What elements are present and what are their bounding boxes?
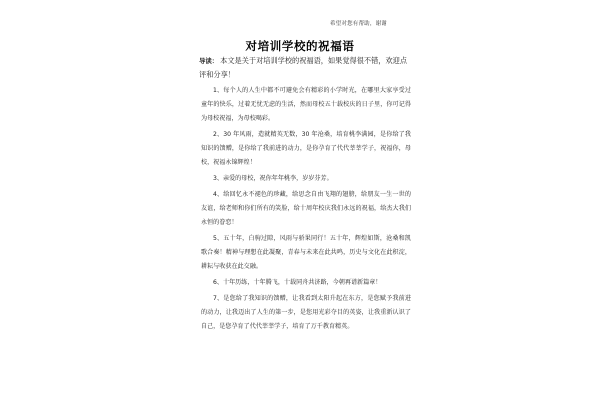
body-paragraph-7: 7、是您给了我知识的馈赠，让我看到太阳升起在东方，是您赋予我前进的动力，让我迈出了人生的第一步，是您用光彩夺目的英姿，让我重新认识了自己，是您孕育了代代莘莘学子，培育了万千教育精英。 — [201, 295, 411, 330]
intro-paragraph — [199, 54, 411, 82]
body-paragraph-4: 4、给回忆永不褪色的珍藏，给思念自由飞翔的翅膀，给朋友一生一世的友谊，给老师和你们所有的笑脸，给十周年校庆我们永远的祝福，给杰大我们永恒的眷恋！ — [201, 191, 411, 226]
intro-text: 本文是关于对培训学校的祝福语，如果觉得很不错，欢迎点评和分享！ — [199, 56, 408, 79]
page-title: 对培训学校的祝福语 — [245, 39, 355, 53]
header-note: 希望对您有帮助，谢谢 — [329, 21, 387, 27]
body-paragraph-3: 3、亲爱的母校，祝你年年桃李，岁岁芬芳。 — [213, 175, 333, 182]
body-paragraph-2: 2、30 年风雨，造就精英无数，30 年沧桑，培育桃李满园，是你给了我知识的馈赠，是你给了我前进的动力，是你孕育了代代莘莘学子，祝福你，母校，祝福永锦辉煌！ — [201, 131, 411, 166]
body-paragraph-5: 5、五十年，白驹过隙，风雨与骄果同行！五十年，辉煌如斯，沧桑和凯歌合奏！精神与理想在此凝聚，青春与未来在此共鸣，历史与文化在此积淀，耕耘与收获在此交融。 — [201, 235, 411, 270]
body-paragraph-1: 1、每个人的人生中都不可避免会有精彩的小学时光，在哪里大家享受过童年的快乐，过着无忧无虑的生活，然而母校五十载校庆的日子里，你可记得为母校祝福，为母校喝彩。 — [201, 87, 411, 122]
intro-label: 导读： — [199, 57, 219, 65]
body-paragraphs — [201, 84, 411, 336]
body-paragraph-6: 6、十年历练，十年腾飞，十载同舟共济路，今朝再谱新篇章！ — [213, 279, 382, 286]
